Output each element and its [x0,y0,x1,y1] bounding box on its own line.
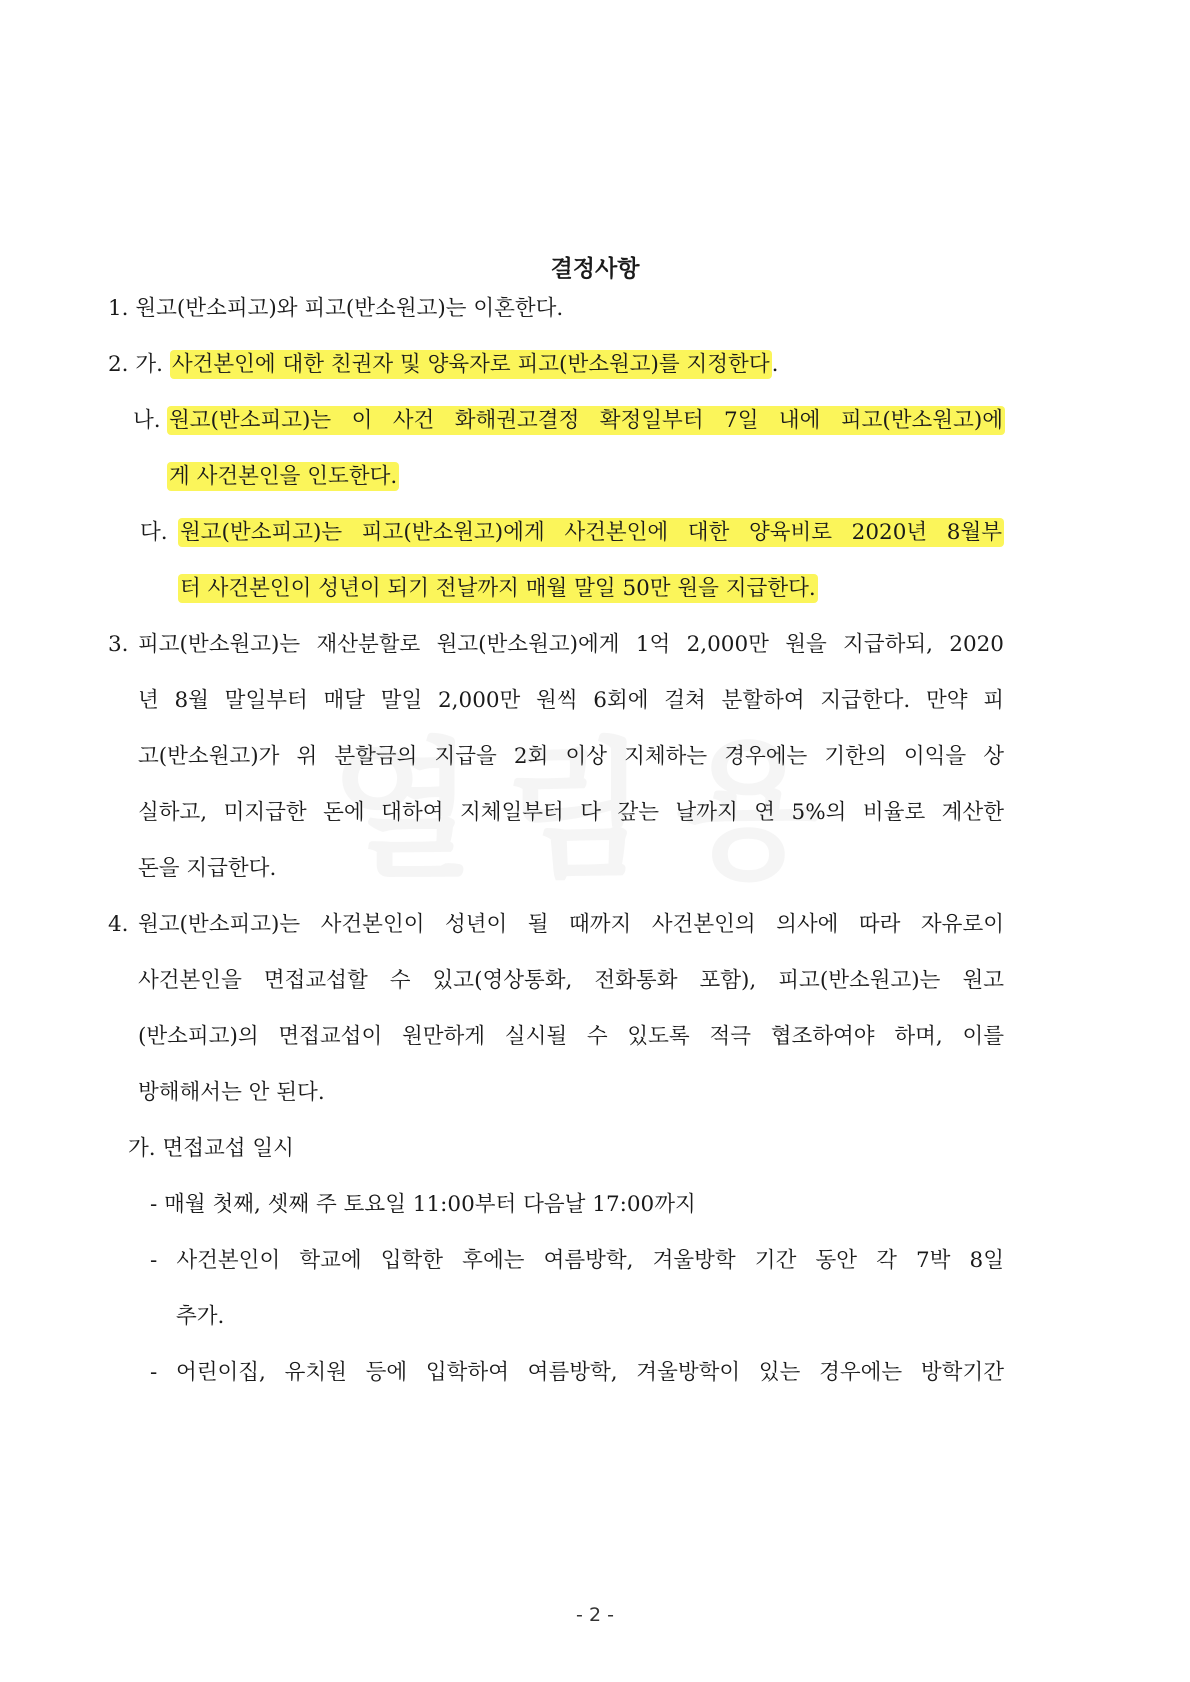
item-2-da-line-2: 터 사건본인이 성년이 되기 전날까지 매월 말일 50만 원을 지급한다. [180,576,816,601]
item-2-ga-period: . [771,352,779,377]
item-3-number: 3. [108,632,129,657]
item-4-line-3: (반소피고)의 면접교섭이 원만하게 실시될 수 있도록 적극 협조하여야 하며, 이를 [138,1024,1004,1049]
item-2-ga-highlighted-text: 사건본인에 대한 친권자 및 양육자로 피고(반소원고)를 지정한다 [171,352,770,377]
item-4-ga-bullet-1: - 매월 첫째, 셋째 주 토요일 11:00부터 다음날 17:00까지 [150,1192,696,1217]
item-2-na-label: 나. [133,408,161,433]
item-4-ga-bullet-3: - 어린이집, 유치원 등에 입학하여 여름방학, 겨울방학이 있는 경우에는 방학기간 [150,1360,1004,1385]
item-2-na-line-2: 게 사건본인을 인도한다. [169,464,398,489]
item-4-line-2: 사건본인을 면접교섭할 수 있고(영상통화, 전화통화 포함), 피고(반소원고)는 원고 [138,968,1004,993]
item-4-ga-label: 가. [128,1136,156,1161]
item-1-number: 1. [108,296,129,321]
item-3-line-5: 돈을 지급한다. [138,856,277,881]
item-4-ga [128,1134,294,1164]
item-4-number: 4. [108,912,129,937]
item-2-na-line-1: 원고(반소피고)는 이 사건 화해권고결정 확정일부터 7일 내에 피고(반소원고)에 [169,408,1003,433]
item-2-da-line-1: 원고(반소피고)는 피고(반소원고)에게 사건본인에 대한 양육비로 2020년 8월부 [180,520,1002,545]
item-1-text: 원고(반소피고)와 피고(반소원고)는 이혼한다. [135,296,564,321]
item-3-line-4: 실하고, 미지급한 돈에 대하여 지체일부터 다 갚는 날까지 연 5%의 비율로 계산한 [138,800,1004,825]
item-2-ga-label: 가. [135,352,163,377]
item-4-ga-bullet-2-line-2: 추가. [176,1304,225,1329]
item-4-ga-bullet-2-line-1: - 사건본인이 학교에 입학한 후에는 여름방학, 겨울방학 기간 동안 각 7박 8일 [150,1248,1004,1273]
item-3-line-2: 년 8월 말일부터 매달 말일 2,000만 원씩 6회에 걸쳐 분할하여 지급한다. 만약 피 [138,688,1004,713]
item-4-line-1: 원고(반소피고)는 사건본인이 성년이 될 때까지 사건본인의 의사에 따라 자유로이 [138,912,1004,937]
page-number: - 2 - [576,1604,614,1626]
item-2-ga [108,350,778,380]
item-1 [108,294,563,324]
page-title: 결정사항 [550,256,640,282]
item-3-line-3: 고(반소원고)가 위 분할금의 지급을 2회 이상 지체하는 경우에는 기한의 이익을 상 [138,744,1004,769]
item-4-line-4: 방해해서는 안 된다. [138,1080,325,1105]
item-3-line-1: 피고(반소원고)는 재산분할로 원고(반소원고)에게 1억 2,000만 원을 지급하되, 2020 [138,632,1004,657]
item-4-ga-text: 면접교섭 일시 [162,1136,294,1161]
item-2-da-label: 다. [140,520,168,545]
item-2-number: 2. [108,352,129,377]
